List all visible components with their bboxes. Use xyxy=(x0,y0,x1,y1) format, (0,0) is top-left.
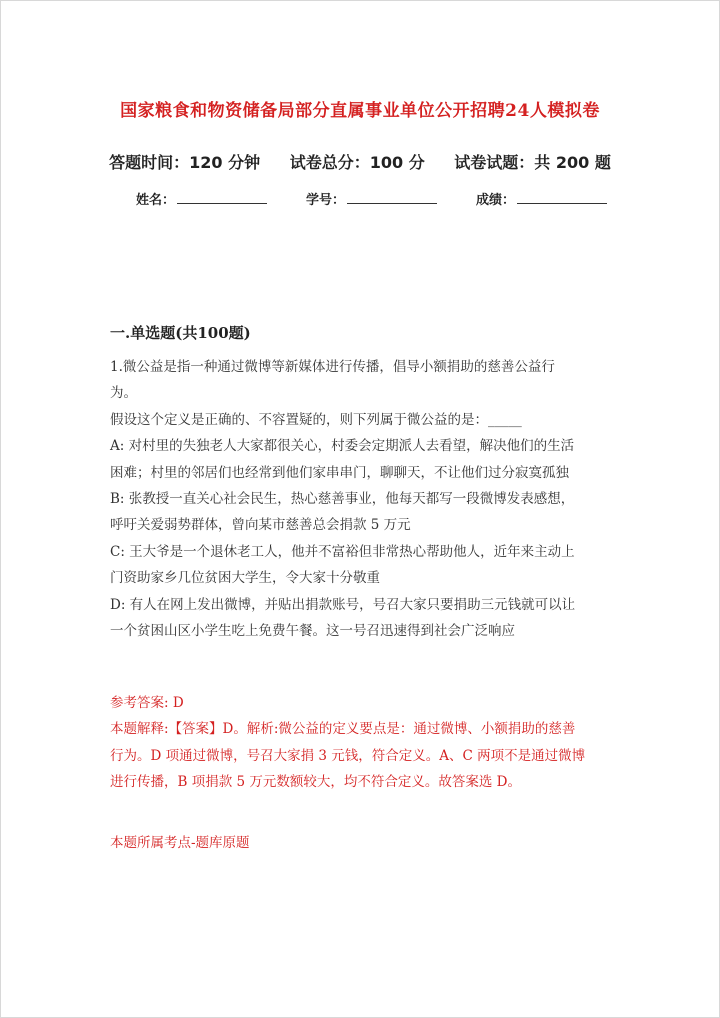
exam-time: 答题时间：120 分钟 xyxy=(109,153,261,172)
student-id-field xyxy=(306,189,476,208)
option-a-line: A: 对村里的失独老人大家都很关心，村委会定期派人去看望，解决他们的生活 xyxy=(110,438,575,455)
explanation-line: 进行传播，B 项捐款 5 万元数额较大，均不符合定义。故答案选 D。 xyxy=(110,774,521,791)
option-d-line: D: 有人在网上发出微博，并贴出捐款账号，号召大家只要捐助三元钱就可以让 xyxy=(110,596,576,613)
topic-note: 本题所属考点-题库原题 xyxy=(110,835,250,851)
explanation-line: 本题解释:【答案】D。解析:微公益的定义要点是：通过微博、小额捐助的慈善 xyxy=(110,721,576,738)
name-field xyxy=(136,189,306,208)
option-a-line: 困难；村里的邻居们也经常到他们家串串门，聊聊天，不让他们过分寂寞孤独 xyxy=(110,464,569,481)
student-fields xyxy=(136,189,607,208)
name-label: 姓名： xyxy=(136,193,176,208)
question-block xyxy=(110,354,615,644)
option-c-line: C: 王大爷是一个退休老工人，他并不富裕但非常热心帮助他人，近年来主动上 xyxy=(110,543,575,560)
reference-answer: 参考答案: D xyxy=(110,695,184,711)
student-id-blank xyxy=(347,191,437,204)
option-b-line: 呼吁关爱弱势群体，曾向某市慈善总会捐款 5 万元 xyxy=(110,517,411,534)
score-blank xyxy=(517,191,607,204)
student-id-label: 学号： xyxy=(306,193,346,208)
score-label: 成绩： xyxy=(476,193,516,208)
question-stem-line: 假设这个定义是正确的、不容置疑的，则下列属于微公益的是：_____ xyxy=(110,411,522,428)
score-field xyxy=(476,189,607,208)
option-b-line: B: 张教授一直关心社会民生，热心慈善事业，他每天都写一段微博发表感想， xyxy=(110,491,575,508)
option-c-line: 门资助家乡几位贫困大学生，令大家十分敬重 xyxy=(110,570,380,587)
name-blank xyxy=(177,191,267,204)
question-stem-line: 1.微公益是指一种通过微博等新媒体进行传播，倡导小额捐助的慈善公益行 xyxy=(110,359,555,375)
explanation-line: 行为。D 项通过微博，号召大家捐 3 元钱，符合定义。A、C 两项不是通过微博 xyxy=(110,747,586,764)
exam-meta xyxy=(0,150,720,173)
option-d-line: 一个贫困山区小学生吃上免费午餐。这一号召迅速得到社会广泛响应 xyxy=(110,623,515,640)
document-title: 国家粮食和物资储备局部分直属事业单位公开招聘24人模拟卷 xyxy=(120,101,600,121)
answer-block xyxy=(110,690,615,796)
exam-question-count: 试卷试题：共 200 题 xyxy=(454,153,611,172)
section-title: 一.单选题(共100题) xyxy=(110,324,251,342)
exam-total-score: 试卷总分：100 分 xyxy=(289,153,425,172)
question-stem-line: 为。 xyxy=(110,385,137,402)
